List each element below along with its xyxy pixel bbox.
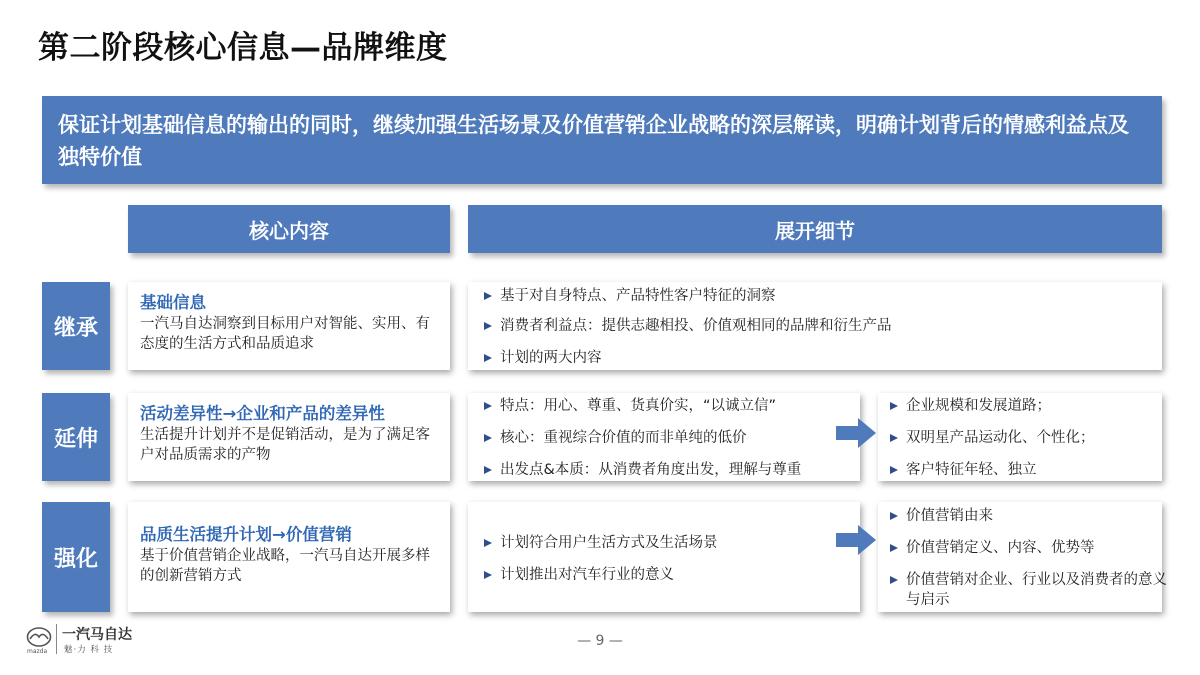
mazda-logo-icon xyxy=(26,626,52,648)
logo-slogan: 魅·力 科 技 xyxy=(64,645,114,655)
core-card-strengthen xyxy=(128,502,450,612)
header-detail: 展开细节 xyxy=(468,205,1162,253)
extra-bullet: 企业规模和发展道路； xyxy=(888,396,1051,416)
logo-text: 一汽马自达 xyxy=(62,627,132,643)
detail-bullet: 消费者利益点：提供志趣相投、价值观相同的品牌和衍生产品 xyxy=(482,316,892,336)
detail-bullet: 计划的两大内容 xyxy=(482,348,602,368)
core-card-inherit xyxy=(128,282,450,370)
core-title: 品质生活提升计划→价值营销 xyxy=(140,525,352,544)
header-core: 核心内容 xyxy=(128,205,450,253)
core-desc: 一汽马自达洞察到目标用户对智能、实用、有态度的生活方式和品质追求 xyxy=(140,316,430,352)
arrow-right-icon xyxy=(836,418,876,448)
row-label-strengthen: 强化 xyxy=(42,502,110,612)
detail-card-extend xyxy=(468,393,860,481)
detail-bullet: 计划推出对汽车行业的意义 xyxy=(482,565,674,585)
row-label-extend: 延伸 xyxy=(42,393,110,481)
detail-bullet: 基于对自身特点、产品特性客户特征的洞察 xyxy=(482,286,776,306)
core-card-extend xyxy=(128,393,450,481)
extra-bullet: 价值营销由来 xyxy=(888,506,993,526)
page-number: — 9 — xyxy=(577,633,623,649)
detail-bullet: 计划符合用户生活方式及生活场景 xyxy=(482,533,718,553)
summary-banner: 保证计划基础信息的输出的同时，继续加强生活场景及价值营销企业战略的深层解读，明确计划背后的情感利益点及独特价值 xyxy=(42,96,1162,184)
extra-bullet: 双明星产品运动化、个性化； xyxy=(888,428,1095,448)
detail-bullet: 出发点&本质：从消费者角度出发，理解与尊重 xyxy=(482,460,801,480)
extra-bullet: 价值营销对企业、行业以及消费者的意义与启示 xyxy=(888,570,1168,610)
core-title: 基础信息 xyxy=(140,293,206,312)
page-title: 第二阶段核心信息—品牌维度 xyxy=(38,30,448,66)
detail-card-strengthen xyxy=(468,502,860,612)
extra-card-strengthen xyxy=(878,502,1167,612)
logo-divider xyxy=(56,624,57,654)
detail-bullet: 特点：用心、尊重、货真价实，“以诚立信” xyxy=(482,396,776,416)
arrow-right-icon xyxy=(836,525,876,555)
detail-card-inherit xyxy=(468,282,1162,370)
extra-bullet: 客户特征年轻、独立 xyxy=(888,460,1037,480)
row-label-inherit: 继承 xyxy=(42,282,110,370)
core-title: 活动差异性→企业和产品的差异性 xyxy=(140,404,385,423)
company-logo xyxy=(26,624,146,658)
core-desc: 基于价值营销企业战略，一汽马自达开展多样的创新营销方式 xyxy=(140,548,430,584)
extra-bullet: 价值营销定义、内容、优势等 xyxy=(888,538,1095,558)
logo-brand: mazda xyxy=(27,648,48,655)
core-desc: 生活提升计划并不是促销活动，是为了满足客户对品质需求的产物 xyxy=(140,427,430,463)
detail-bullet: 核心：重视综合价值的而非单纯的低价 xyxy=(482,428,747,448)
extra-card-extend xyxy=(878,393,1162,481)
